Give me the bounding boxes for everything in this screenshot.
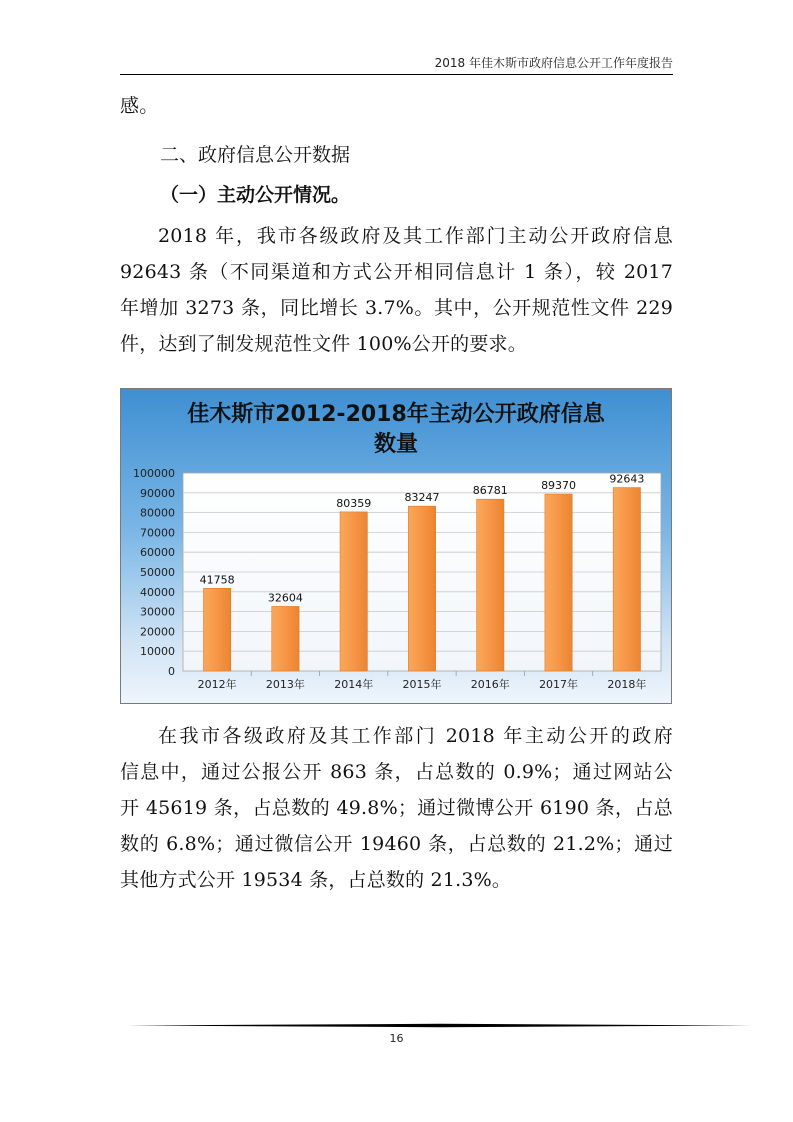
paragraph-2-line: 开 45619 条，占总数的 49.8%；通过微博公开 6190 条，占总 [120,797,673,819]
x-axis-ticks [198,671,647,691]
section-heading: 二、政府信息公开数据 [160,144,351,166]
y-tick-label: 70000 [140,526,175,540]
chart-svg [121,389,671,703]
paragraph-1-line: 件，达到了制发规范性文件 100%公开的要求。 [120,333,527,355]
chart-title-line-1: 佳木斯市2012-2018年主动公开政府信息 [187,402,605,427]
y-tick-label: 20000 [140,625,175,639]
x-tick-label: 2015年 [402,678,442,691]
paragraph-1-line: 92643 条（不同渠道和方式公开相同信息计 1 条），较 2017 [120,261,673,283]
bar-2018年 [613,488,640,671]
x-tick-label: 2012年 [197,678,237,691]
y-axis-ticks [133,467,175,678]
bar-2013年 [272,606,299,671]
data-label: 89370 [541,479,577,493]
bar-2012年 [203,588,230,671]
paragraph-2-line: 在我市各级政府及其工作部门 2018 年主动公开的政府 [158,725,673,747]
chart-title-line-2: 数量 [373,432,419,457]
bar-2016年 [477,499,504,671]
bar-2014年 [340,512,367,671]
x-tick-label: 2018年 [607,678,647,691]
data-label: 83247 [404,491,440,505]
x-tick-label: 2014年 [334,678,374,691]
data-label: 80359 [336,496,372,510]
y-tick-label: 100000 [133,467,175,480]
data-label: 92643 [609,472,645,486]
data-label: 32604 [267,591,303,605]
data-label: 41758 [199,573,235,587]
y-tick-label: 60000 [140,546,175,560]
y-tick-label: 80000 [140,506,175,520]
x-tick-label: 2013年 [265,678,305,691]
y-tick-label: 40000 [140,585,175,599]
page-number: 16 [389,1032,404,1045]
subsection-heading: （一）主动公开情况。 [160,184,351,206]
paragraph-2-line: 信息中，通过公报公开 863 条，占总数的 0.9%；通过网站公 [120,761,673,783]
y-tick-label: 90000 [140,486,175,500]
y-tick-label: 50000 [140,566,175,579]
paragraph-1-line: 2018 年，我市各级政府及其工作部门主动公开政府信息 [158,225,673,247]
continuation-text: 感。 [120,95,159,117]
footer-rule [120,1023,752,1028]
bar-chart [120,388,672,704]
x-tick-label: 2017年 [539,678,579,691]
running-header: 2018 年佳木斯市政府信息公开工作年度报告 [434,56,673,70]
paragraph-2-line: 其他方式公开 19534 条，占总数的 21.3%。 [120,869,512,891]
header-rule [120,74,673,75]
x-tick-label: 2016年 [470,678,510,691]
paragraph-2 [120,718,673,898]
y-tick-label: 10000 [140,645,175,659]
data-label: 86781 [472,484,508,498]
bar-2015年 [408,506,435,671]
bar-2017年 [545,494,572,671]
y-tick-label: 30000 [140,605,175,619]
y-tick-label: 0 [168,665,175,678]
paragraph-1 [120,218,673,362]
paragraph-1-line: 年增加 3273 条，同比增长 3.7%。其中，公开规范性文件 229 [120,297,673,319]
paragraph-2-line: 数的 6.8%；通过微信公开 19460 条，占总数的 21.2%；通过 [120,833,673,855]
